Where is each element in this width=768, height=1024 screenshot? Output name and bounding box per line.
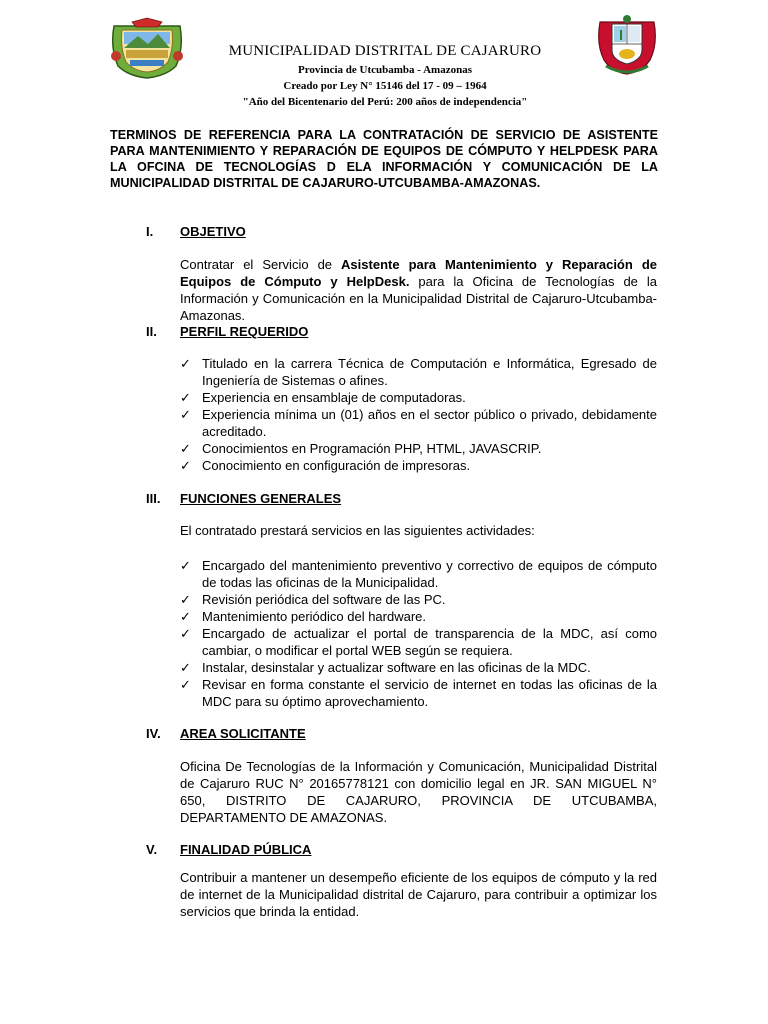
list-item: ✓ Revisar en forma constante el servicio de internet en todas las oficinas de la MDC para su óptimo aprovechamiento. bbox=[180, 677, 657, 709]
section-number: V. bbox=[146, 842, 158, 857]
section-heading-finalidad bbox=[146, 842, 311, 857]
section-heading-area bbox=[146, 726, 306, 741]
finalidad-paragraph: Contribuir a mantener un desempeño eficiente de los equipos de cómputo y la red de internet de la Municipalidad distrital de Cajaruro, para contribuir a optimizar los servicios que brinda la entidad. bbox=[180, 870, 657, 919]
section-label: FINALIDAD PÚBLICA bbox=[180, 842, 312, 857]
list-item: ✓ Revisión periódica del software de las PC. bbox=[180, 592, 446, 607]
peru-coat-of-arms-logo bbox=[596, 14, 658, 76]
list-item: ✓ Mantenimiento periódico del hardware. bbox=[180, 609, 427, 624]
funciones-list bbox=[180, 557, 657, 710]
list-item: ✓ Instalar, desinstalar y actualizar software en las oficinas de la MDC. bbox=[180, 660, 591, 675]
section-label: OBJETIVO bbox=[180, 224, 246, 239]
checkmark-icon: ✓ bbox=[180, 458, 191, 473]
year-motto: "Año del Bicentenario del Perú: 200 años de independencia" bbox=[242, 96, 528, 108]
section-heading-funciones bbox=[146, 491, 341, 506]
list-item: ✓ Encargado de actualizar el portal de transparencia de la MDC, así como cambiar, o modificar el portal WEB según se requiera. bbox=[180, 626, 657, 658]
list-item: ✓ Encargado del mantenimiento preventivo y correctivo de equipos de cómputo de todas las oficinas de la Municipalidad. bbox=[180, 558, 657, 590]
section-number: IV. bbox=[146, 726, 161, 741]
section-number: I. bbox=[146, 224, 154, 239]
list-item: ✓ Conocimiento en configuración de impresoras. bbox=[180, 458, 471, 473]
checkmark-icon: ✓ bbox=[180, 356, 191, 371]
document-title: TERMINOS DE REFERENCIA PARA LA CONTRATACIÓN DE SERVICIO DE ASISTENTE PARA MANTENIMIENTO Y REPARACIÓN DE EQUIPOS DE CÓMPUTO Y HELPDESK PARA LA OFCINA DE TECNOLOGÍAS D ELA INFORMACIÓN Y COMUNICACIÓN DE LA MUNICIPALIDAD DISTRITAL DE CAJARURO-UTCUBAMBA-AMAZONAS. bbox=[110, 128, 658, 190]
section-heading-perfil bbox=[146, 324, 308, 339]
checkmark-icon: ✓ bbox=[180, 441, 191, 456]
objetivo-text-post: para la Oficina de Tecnologías de la Información y Comunicación en la Municipalidad Distrital de Cajaruro-Utcubamba-Amazonas. bbox=[180, 274, 657, 323]
section-label: PERFIL REQUERIDO bbox=[180, 324, 309, 339]
area-paragraph: Oficina De Tecnologías de la Información y Comunicación, Municipalidad Distrital de Cajaruro RUC N° 20165778121 con domicilio legal en JR. SAN MIGUEL N° 650, DISTRITO DE CAJARURO, PROVINCIA DE UTCUBAMBA, DEPARTAMENTO DE AMAZONAS. bbox=[180, 759, 657, 825]
checkmark-icon: ✓ bbox=[180, 390, 191, 405]
checkmark-icon: ✓ bbox=[180, 407, 191, 422]
section-label: AREA SOLICITANTE bbox=[180, 726, 306, 741]
checkmark-icon: ✓ bbox=[180, 609, 191, 624]
section-number: II. bbox=[146, 324, 157, 339]
objetivo-text-pre: Contratar el Servicio de bbox=[180, 257, 342, 272]
checkmark-icon: ✓ bbox=[180, 626, 191, 641]
section-label: FUNCIONES GENERALES bbox=[180, 491, 342, 506]
section-number: III. bbox=[146, 491, 161, 506]
province-line: Provincia de Utcubamba - Amazonas bbox=[298, 64, 472, 76]
objetivo-text-bold: Asistente para Mantenimiento y Reparación de Equipos de Cómputo y HelpDesk. bbox=[180, 257, 657, 289]
municipal-coat-of-arms-logo bbox=[108, 16, 186, 80]
list-item: ✓ Conocimientos en Programación PHP, HTML, JAVASCRIP. bbox=[180, 441, 542, 456]
checkmark-icon: ✓ bbox=[180, 558, 191, 573]
list-item: ✓ Titulado en la carrera Técnica de Computación e Informática, Egresado de Ingeniería de Sistemas o afines. bbox=[180, 356, 657, 388]
checkmark-icon: ✓ bbox=[180, 677, 191, 692]
list-item: ✓ Experiencia mínima un (01) años en el sector público o privado, debidamente acreditado. bbox=[180, 407, 657, 439]
funciones-intro: El contratado prestará servicios en las siguientes actividades: bbox=[180, 523, 535, 538]
list-item: ✓ Experiencia en ensamblaje de computadoras. bbox=[180, 390, 466, 405]
section-heading-objetivo bbox=[146, 224, 246, 239]
checkmark-icon: ✓ bbox=[180, 660, 191, 675]
creation-law-line: Creado por Ley N° 15146 del 17 - 09 – 1964 bbox=[283, 80, 487, 92]
institution-name: MUNICIPALIDAD DISTRITAL DE CAJARURO bbox=[228, 43, 542, 59]
checkmark-icon: ✓ bbox=[180, 592, 191, 607]
objetivo-paragraph bbox=[180, 256, 657, 324]
perfil-list bbox=[180, 355, 657, 474]
